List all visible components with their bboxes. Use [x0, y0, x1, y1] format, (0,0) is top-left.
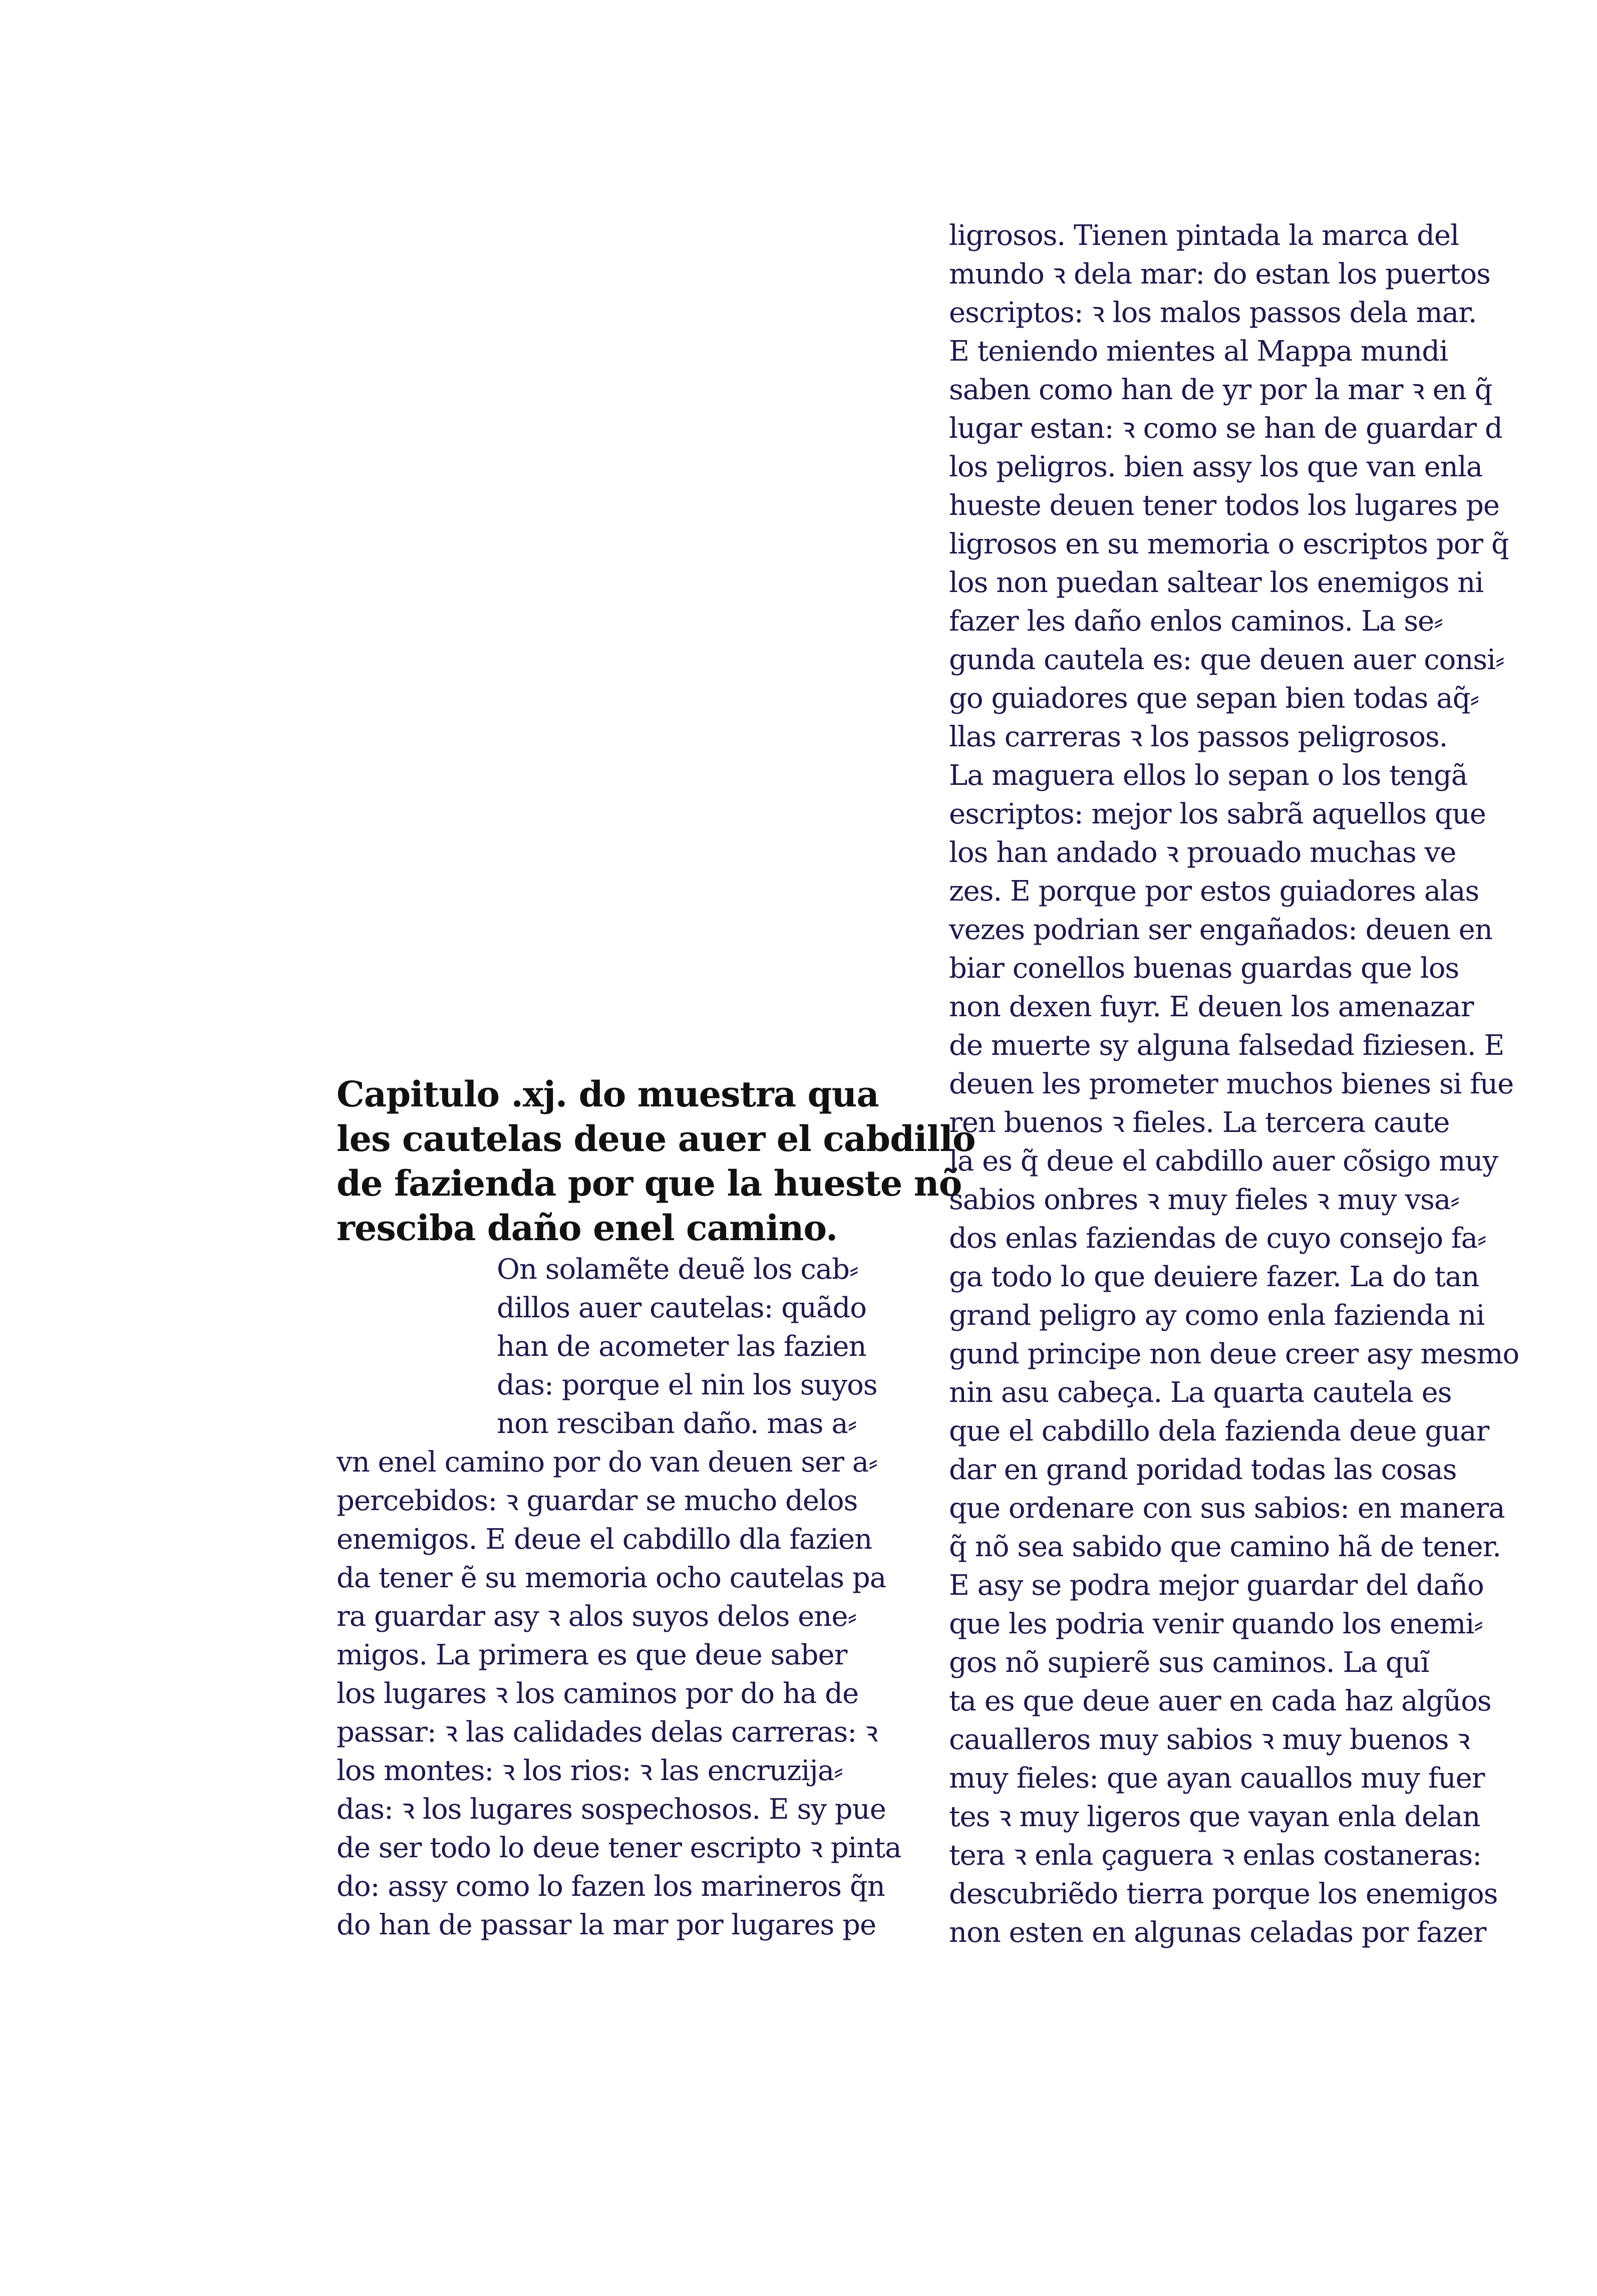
text-line: los peligros. bien assy los que van enla [949, 451, 1483, 483]
text-line: dillos auer cautelas: quãdo [497, 1292, 867, 1324]
text-line: passar: ꝛ las calidades delas carreras: ꝛ [337, 1716, 878, 1749]
text-line: da tener ẽ su memoria ocho cautelas pa [337, 1562, 886, 1594]
text-line: gos nõ supierẽ sus caminos. La quĩ [949, 1646, 1429, 1679]
text-line: do han de passar la mar por lugares pe [337, 1909, 876, 1941]
text-line: fazer les daño enlos caminos. La se⸗ [949, 605, 1443, 638]
text-line: E asy se podra mejor guardar del daño [949, 1569, 1484, 1602]
text-line: lugar estan: ꝛ como se han de guardar d [949, 412, 1502, 445]
text-line: vezes podrian ser engañados: deuen en [949, 914, 1492, 946]
text-line: das: porque el nin los suyos [497, 1369, 877, 1401]
text-line: escriptos: mejor los sabrã aquellos que [949, 798, 1486, 830]
text-line: han de acometer las fazien [497, 1330, 866, 1363]
text-line: das: ꝛ los lugares sospechosos. E sy pue [337, 1793, 886, 1826]
left-column [337, 1072, 976, 1944]
text-line: sabios onbres ꝛ muy fieles ꝛ muy vsa⸗ [949, 1184, 1459, 1216]
text-line: que les podria venir quando los enemi⸗ [949, 1608, 1483, 1640]
heading-line: resciba daño enel camino. [337, 1207, 838, 1249]
text-line: los lugares ꝛ los caminos por do ha de [337, 1677, 859, 1710]
text-line: ta es que deue auer en cada haz algũos [949, 1685, 1491, 1717]
text-line: percebidos: ꝛ guardar se mucho delos [337, 1485, 858, 1517]
text-line: enemigos. E deue el cabdillo dla fazien [337, 1523, 872, 1556]
text-line: caualleros muy sabios ꝛ muy buenos ꝛ [949, 1724, 1470, 1756]
text-line: non dexen fuyr. E deuen los amenazar [949, 991, 1474, 1023]
text-line: los non puedan saltear los enemigos ni [949, 566, 1484, 599]
text-line: escriptos: ꝛ los malos passos dela mar. [949, 297, 1477, 329]
text-line: mundo ꝛ dela mar: do estan los puertos [949, 258, 1490, 291]
text-line: descubriẽdo tierra porque los enemigos [949, 1878, 1498, 1910]
text-line: La maguera ellos lo sepan o los tengã [949, 759, 1468, 792]
text-line: zes. E porque por estos guiadores alas [949, 875, 1479, 908]
text-line: tes ꝛ muy ligeros que vayan enla delan [949, 1801, 1480, 1833]
text-line: deuen les prometer muchos bienes si fue [949, 1068, 1514, 1100]
text-line: On solamẽte deuẽ los cab⸗ [497, 1253, 858, 1286]
text-line: dos enlas faziendas de cuyo consejo fa⸗ [949, 1222, 1486, 1255]
text-line: llas carreras ꝛ los passos peligrosos. [949, 721, 1448, 753]
text-line: non resciban daño. mas a⸗ [497, 1407, 857, 1440]
text-line: tera ꝛ enla çaguera ꝛ enlas costaneras: [949, 1839, 1482, 1872]
text-line: migos. La primera es que deue saber [337, 1639, 847, 1671]
body-text [337, 1443, 922, 1944]
text-line: vn enel camino por do van deuen ser a⸗ [337, 1446, 877, 1479]
heading-line: Capitulo .xj. do muestra qua [337, 1073, 879, 1115]
right-column [949, 216, 1540, 1952]
text-line: los han andado ꝛ prouado muchas ve [949, 836, 1456, 869]
text-line: de muerte sy alguna falsedad fiziesen. E [949, 1029, 1504, 1062]
text-line: que el cabdillo dela fazienda deue guar [949, 1415, 1489, 1448]
text-line: grand peligro ay como enla fazienda ni [949, 1299, 1485, 1332]
text-line: ren buenos ꝛ fieles. La tercera caute [949, 1106, 1450, 1139]
text-line: E teniendo mientes al Mappa mundi [949, 335, 1448, 368]
text-line: gund principe non deue creer asy mesmo [949, 1338, 1519, 1370]
text-line: non esten en algunas celadas por fazer [949, 1916, 1486, 1949]
chapter-heading [337, 1072, 976, 1250]
text-line: dar en grand poridad todas las cosas [949, 1454, 1457, 1486]
text-line: saben como han de yr por la mar ꝛ en q̃ [949, 374, 1492, 406]
heading-line: les cautelas deue auer el cabdillo [337, 1118, 976, 1160]
text-line: muy fieles: que ayan cauallos muy fuer [949, 1762, 1485, 1795]
text-line: los montes: ꝛ los rios: ꝛ las encruzija⸗ [337, 1755, 843, 1787]
text-line: ligrosos. Tienen pintada la marca del [949, 219, 1459, 252]
text-line: ligrosos en su memoria o escriptos por q̃ [949, 528, 1509, 560]
text-line: la es q̃ deue el cabdillo auer cõsigo muy [949, 1145, 1498, 1178]
text-line: ra guardar asy ꝛ alos suyos delos ene⸗ [337, 1600, 857, 1633]
heading-line: de fazienda por que la hueste nõ [337, 1163, 962, 1204]
text-line: gunda cautela es: que deuen auer consi⸗ [949, 644, 1504, 676]
text-line: go guiadores que sepan bien todas aq̃⸗ [949, 682, 1479, 715]
text-line: ga todo lo que deuiere fazer. La do tan [949, 1261, 1479, 1293]
text-line: q̃ nõ sea sabido que camino hã de tener. [949, 1531, 1501, 1563]
text-line: do: assy como lo fazen los marineros q̃n [337, 1870, 885, 1903]
text-line: hueste deuen tener todos los lugares pe [949, 489, 1500, 522]
text-line: biar conellos buenas guardas que los [949, 952, 1459, 985]
text-line: de ser todo lo deue tener escripto ꝛ pinta [337, 1832, 901, 1864]
text-line: que ordenare con sus sabios: en manera [949, 1492, 1505, 1525]
text-line: nin asu cabeça. La quarta cautela es [949, 1376, 1452, 1409]
indented-paragraph-start [337, 1250, 922, 1443]
